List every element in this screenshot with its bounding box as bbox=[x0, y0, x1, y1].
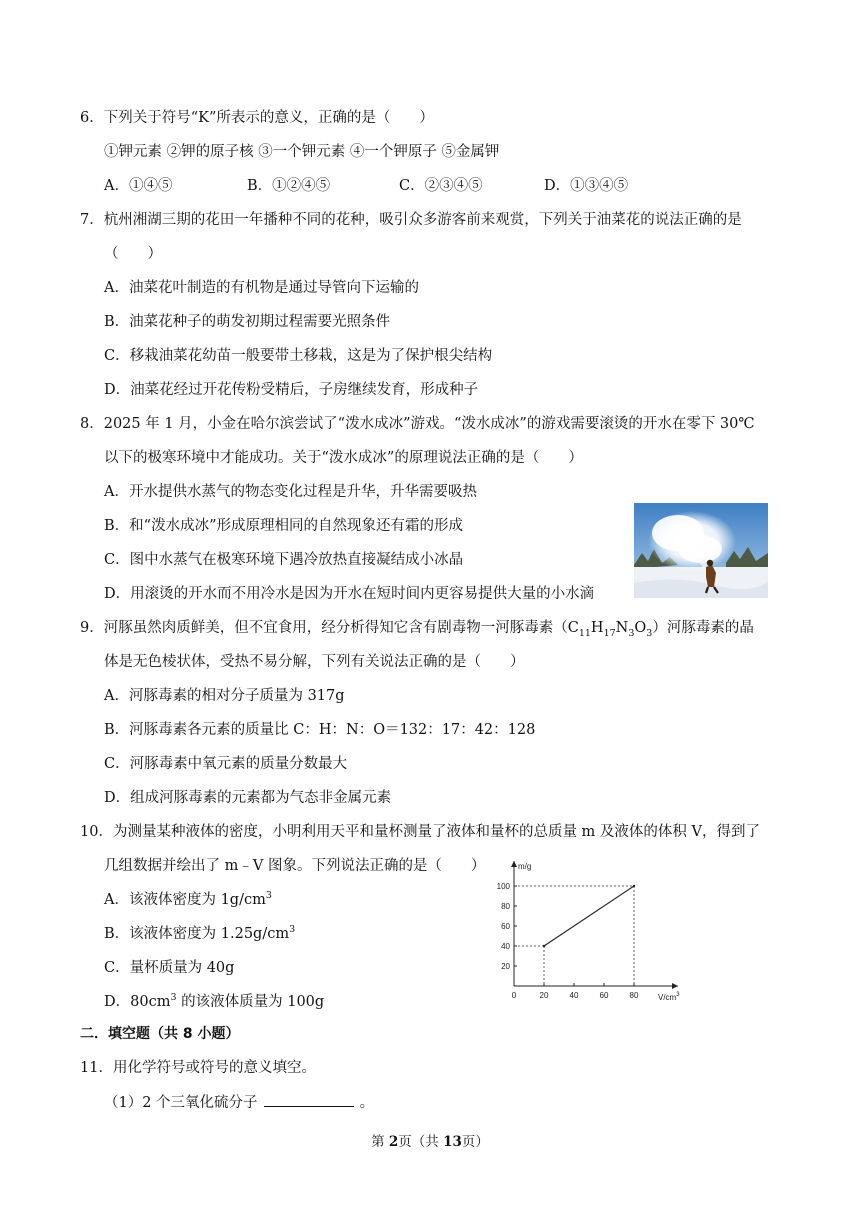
q9-option-a: A．河豚毒素的相对分子质量为 317g bbox=[104, 688, 345, 704]
x-tick-label: 40 bbox=[569, 991, 579, 1000]
water-to-ice-photo bbox=[634, 503, 768, 598]
q6-option-d: D．①③④⑤ bbox=[544, 178, 629, 194]
footer-prefix: 第 bbox=[371, 1134, 389, 1150]
q8-option-a: A．开水提供水蒸气的物态变化过程是升华，升华需要吸热 bbox=[104, 484, 477, 500]
q10-stem: 10．为测量某种液体的密度，小明利用天平和量杯测量了液体和量杯的总质量 m 及液体的体积 V，得到了 bbox=[80, 824, 760, 840]
y-tick-label: 80 bbox=[501, 902, 510, 911]
q9-option-d: D．组成河豚毒素的元素都为气态非金属元素 bbox=[104, 790, 392, 806]
q7-stem: 7．杭州湘湖三期的花田一年播种不同的花种，吸引众多游客前来观赏，下列关于油菜花的说法正确的是 bbox=[80, 212, 742, 228]
x-axis-label bbox=[658, 992, 680, 1002]
q11-stem: 11．用化学符号或符号的意义填空。 bbox=[80, 1060, 316, 1076]
q10-option-b bbox=[104, 924, 295, 944]
x-tick-label: 60 bbox=[599, 991, 609, 1000]
x-axis-label-exponent: 3 bbox=[676, 992, 680, 998]
y-tick-label: 20 bbox=[501, 962, 510, 971]
q9-formula-c-count: 11 bbox=[578, 627, 591, 639]
section-title: 二．填空题（共 8 小题） bbox=[80, 1026, 240, 1042]
q6-items: ①钾元素 ②钾的原子核 ③一个钾元素 ④一个钾原子 ⑤金属钾 bbox=[104, 144, 500, 160]
q6-option-a: A．①④⑤ bbox=[104, 178, 173, 194]
q10-option-a bbox=[104, 890, 272, 910]
q10-option-d bbox=[104, 992, 324, 1012]
x-tick-label: 80 bbox=[629, 991, 639, 1000]
q9-formula-n: N bbox=[615, 620, 629, 636]
q11-sub1-text: （1）2 个三氧化硫分子 bbox=[104, 1095, 258, 1111]
y-tick-label: 60 bbox=[501, 922, 510, 931]
q7-option-c: C．移栽油菜花幼苗一般要带土移栽，这是为了保护根尖结构 bbox=[104, 348, 493, 364]
q8-option-c: C．图中水蒸气在极寒环境下遇冷放热直接凝结成小冰晶 bbox=[104, 552, 464, 568]
q9-stem bbox=[80, 618, 754, 638]
q11-sub1-end: 。 bbox=[359, 1095, 375, 1111]
footer-middle: 页（共 bbox=[398, 1134, 444, 1150]
q9-stem-b: ）河豚毒素的晶 bbox=[652, 620, 754, 636]
q7-option-b: B．油菜花种子的萌发初期过程需要光照条件 bbox=[104, 314, 391, 330]
q6-option-c: C．②③④⑤ bbox=[399, 178, 483, 194]
q6-option-b: B．①②④⑤ bbox=[247, 178, 331, 194]
q10-option-d-text-b: 的该液体质量为 100g bbox=[176, 994, 325, 1010]
y-tick-label: 40 bbox=[501, 942, 510, 951]
q10-option-b-text: B．该液体密度为 1.25g/cm bbox=[104, 926, 290, 942]
data-point bbox=[633, 885, 635, 887]
footer-suffix: 页） bbox=[461, 1134, 489, 1150]
q7-option-d: D．油菜花经过开花传粉受精后，子房继续发育，形成种子 bbox=[104, 382, 479, 398]
q10-stem-cont: 几组数据并绘出了 m﹣V 图象。下列说法正确的是（ ） bbox=[104, 858, 486, 874]
q11-subquestion-1 bbox=[104, 1092, 374, 1113]
m-v-chart bbox=[488, 856, 688, 1006]
y-tick-label: 100 bbox=[496, 882, 510, 891]
q9-stem-cont: 体是无色棱状体，受热不易分解，下列有关说法正确的是（ ） bbox=[104, 654, 525, 670]
y-axis-arrow bbox=[511, 861, 517, 867]
q10-option-a-exponent: 3 bbox=[265, 890, 272, 902]
q9-stem-a: 9．河豚虽然肉质鲜美，但不宜食用，经分析得知它含有剧毒物一河豚毒素（C bbox=[80, 620, 579, 636]
x-axis-label-text: V/cm bbox=[658, 993, 677, 1002]
q10-option-c: C．量杯质量为 40g bbox=[104, 960, 235, 976]
q9-option-b: B．河豚毒素各元素的质量比 C：H：N：O＝132：17：42：128 bbox=[104, 722, 536, 738]
series-line bbox=[544, 886, 634, 946]
y-axis-label: m/g bbox=[518, 862, 532, 871]
q8-option-d: D．用滚烫的开水而不用冷水是因为开水在短时间内更容易提供大量的小水滴 bbox=[104, 586, 595, 602]
q10-option-d-text-a: D．80cm bbox=[104, 994, 171, 1010]
q10-option-d-exponent: 3 bbox=[170, 992, 177, 1004]
q10-option-b-exponent: 3 bbox=[289, 924, 296, 936]
x-tick-label: 0 bbox=[511, 991, 517, 1000]
footer-total-pages: 13 bbox=[443, 1134, 462, 1150]
q9-formula-h-count: 17 bbox=[603, 627, 616, 639]
m-v-chart-svg bbox=[488, 856, 688, 1006]
data-point bbox=[543, 945, 545, 947]
q8-stem-cont: 以下的极寒环境中才能成功。关于“泼水成冰”的原理说法正确的是（ ） bbox=[104, 450, 583, 466]
answer-blank[interactable] bbox=[264, 1092, 354, 1107]
q6-stem: 6．下列关于符号“K”所表示的意义，正确的是（ ） bbox=[80, 110, 434, 126]
q9-formula-o: O bbox=[634, 620, 647, 636]
q9-formula-h: H bbox=[590, 620, 604, 636]
q9-formula-n-count: 3 bbox=[628, 627, 635, 639]
q9-formula-o-count: 3 bbox=[646, 627, 653, 639]
q7-stem-cont: （ ） bbox=[104, 246, 162, 262]
x-axis-arrow bbox=[672, 983, 678, 989]
q8-stem: 8．2025 年 1 月，小金在哈尔滨尝试了“泼水成冰”游戏。“泼水成冰”的游戏需要滚烫的开水在零下 30℃ bbox=[80, 416, 755, 432]
q7-option-a: A．油菜花叶制造的有机物是通过导管向下运输的 bbox=[104, 280, 419, 296]
q8-option-b: B．和“泼水成冰”形成原理相同的自然现象还有霜的形成 bbox=[104, 518, 463, 534]
q10-option-a-text: A．该液体密度为 1g/cm bbox=[104, 892, 266, 908]
page-footer bbox=[0, 1130, 860, 1150]
x-tick-label: 20 bbox=[539, 991, 549, 1000]
footer-page-number: 2 bbox=[388, 1134, 399, 1150]
q9-option-c: C．河豚毒素中氧元素的质量分数最大 bbox=[104, 756, 348, 772]
